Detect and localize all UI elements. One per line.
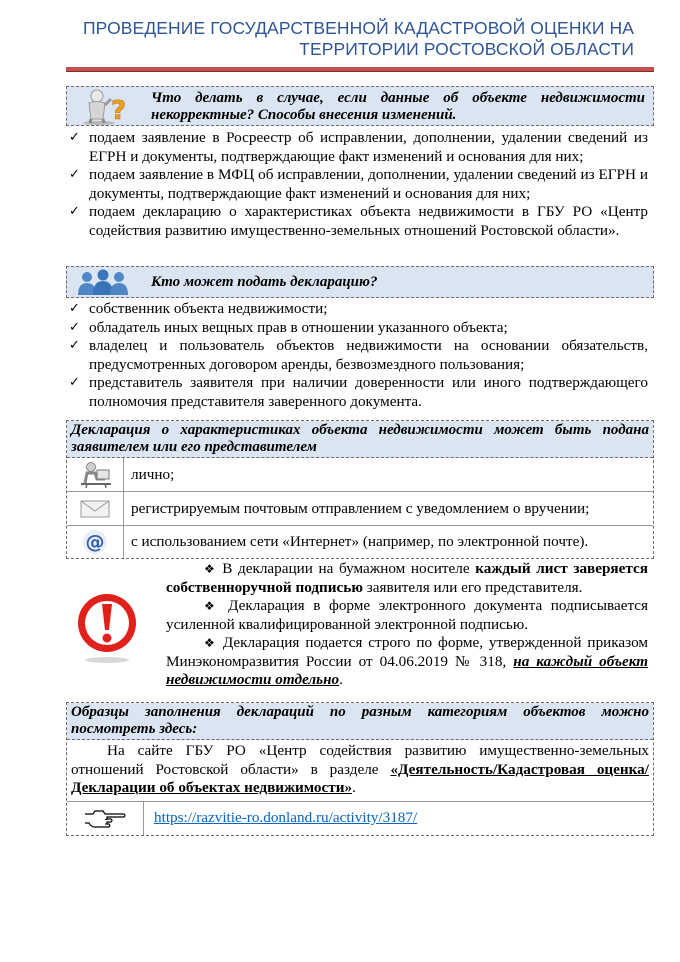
table-cell: с использованием сети «Интернет» (например, по электронной почте). [131, 533, 589, 550]
header-line-2: ТЕРРИТОРИИ РОСТОВСКОЙ ОБЛАСТИ [299, 39, 634, 59]
samples-description: На сайте ГБУ РО «Центр содействия развитию имущественно-земельных отношений Ростовской области» в разделе «Деятельность/Кадастровая оценка/Декларации об объектах недвижимости». [67, 740, 653, 802]
declaration-notes [166, 560, 648, 690]
note-form-requirement: ❖ Декларация подается строго по форме, утвержденной приказом Минэкономразвития России от 04.06.2019 № 318, на каждый объект недвижимости отдельно. [166, 634, 649, 688]
svg-text:@: @ [85, 531, 105, 553]
list-item: ✓ обладатель иных вещных прав в отношении указанного объекта; [69, 318, 508, 336]
header-divider [66, 67, 654, 72]
link-row [67, 802, 653, 835]
samples-box [66, 702, 654, 836]
checkmark-icon: ✓ [69, 319, 80, 335]
checkmark-icon: ✓ [69, 338, 80, 353]
header-line-1: ПРОВЕДЕНИЕ ГОСУДАРСТВЕННОЙ КАДАСТРОВОЙ ОЦЕНКИ НА [83, 18, 634, 38]
list-item: ✓ собственник объекта недвижимости; [69, 300, 328, 317]
list-item: ✓ владелец и пользователь объектов недвижимости на основании обязательств, предусмотренных договором аренды, безвозмездного пользования; [69, 337, 648, 373]
question-figure-icon [75, 89, 135, 130]
list-item: ✓ подаем заявление в Росреестр об исправлении, дополнении, удалении сведений из ЕГРН и документы, подтверждающие факт изменений и основания для них; [69, 129, 648, 165]
at-sign-icon [67, 526, 124, 558]
envelope-icon [67, 492, 124, 525]
table-row [67, 526, 653, 558]
question-box-who-can-submit [66, 266, 654, 298]
eligible-applicants-list [66, 300, 648, 411]
person-at-desk-icon [67, 458, 124, 491]
table-cell: регистрируемым почтовым отправлением с уведомлением о вручении; [131, 499, 590, 517]
table-row [67, 458, 653, 492]
question-box-incorrect-data [66, 86, 654, 126]
list-item: ✓ подаем декларацию о характеристиках объекта недвижимости в ГБУ РО «Центр содействия развитию имущественно-земельных отношений Ростовской области». [69, 203, 648, 239]
samples-heading: Образцы заполнения деклараций по разным категориям объектов можно посмотреть здесь: [67, 703, 653, 740]
diamond-bullet-icon: ❖ [204, 599, 220, 613]
checkmark-icon: ✓ [69, 167, 80, 182]
list-item: ✓ подаем заявление в МФЦ об исправлении, дополнении, удалении сведений из ЕГРН и документы, подтверждающие факт изменений и основания для них; [69, 166, 648, 202]
checkmark-icon: ✓ [69, 301, 80, 316]
pointing-hand-icon [67, 802, 144, 835]
change-methods-list [66, 129, 648, 240]
svg-text:?: ? [111, 96, 127, 125]
table-heading: Декларация о характеристиках объекта недвижимости может быть подана заявителем или его представителем [67, 421, 653, 458]
diamond-bullet-icon: ❖ [204, 636, 217, 650]
checkmark-icon: ✓ [69, 130, 80, 145]
list-item: ✓ представитель заявителя при наличии доверенности или иного подтверждающего полномочия представителя заверенного документа. [69, 374, 648, 410]
submission-methods-table [66, 420, 654, 559]
document-header [0, 18, 634, 60]
checkmark-icon: ✓ [69, 204, 80, 219]
note-paper-declaration: ❖ В декларации на бумажном носителе каждый лист заверяется собственноручной подписью заявителя или его представителя. [166, 560, 648, 596]
checkmark-icon: ✓ [69, 375, 80, 390]
note-electronic-declaration: ❖ Декларация в форме электронного документа подписывается усиленной квалифицированной электронной подписью. [166, 597, 649, 633]
diamond-bullet-icon: ❖ [204, 562, 217, 576]
table-row [67, 492, 653, 526]
samples-link[interactable]: https://razvitie-ro.donland.ru/activity/3187/ [154, 809, 418, 826]
people-group-icon [73, 269, 133, 302]
question-text: Кто может подать декларацию? [151, 274, 378, 290]
table-cell: лично; [131, 465, 175, 483]
question-text: Что делать в случае, если данные об объекте недвижимости некорректные? Способы внесения изменений. [151, 90, 645, 123]
exclamation-alert-icon [76, 590, 138, 669]
